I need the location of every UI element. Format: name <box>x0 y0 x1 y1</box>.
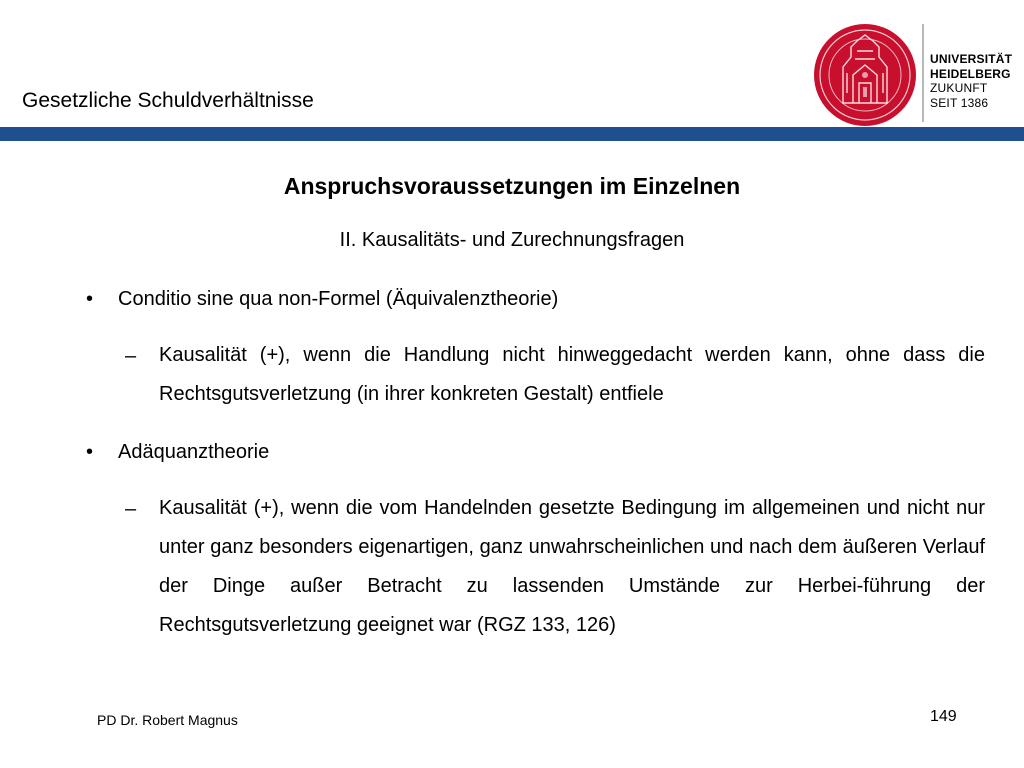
university-wordmark <box>930 52 1012 110</box>
dash-icon: – <box>125 498 137 520</box>
bullet-item-detail: Kausalität (+), wenn die Handlung nicht hinweggedacht werden kann, ohne dass die Rechtsgutsverletzung (in ihrer konkreten Gestalt) entfiele <box>159 344 985 405</box>
header-title: Gesetzliche Schuldverhältnisse <box>22 89 314 112</box>
university-seal-icon <box>813 23 917 127</box>
wordmark-line-4: SEIT 1386 <box>930 95 989 110</box>
bullet-item-detail: Kausalität (+), wenn die vom Handelnden gesetzte Bedingung im allgemeinen und nicht nur unter ganz besonders eigenartigen, ganz unwahrscheinlichen und nach dem äußeren Verlauf der Dinge außer Betracht zu lassenden Umstände zur Herbei-führung der Rechtsgutsverletzung geeignet war (RGZ 133, 126) <box>159 497 985 636</box>
slide-subtitle: II. Kausalitäts- und Zurechnungsfragen <box>339 229 685 251</box>
dash-icon: – <box>125 345 137 367</box>
logo-divider <box>922 24 924 122</box>
bullet-item-label: Conditio sine qua non-Formel (Äquivalenztheorie) <box>118 288 559 310</box>
header-rule <box>0 127 1024 141</box>
wordmark-line-1: UNIVERSITÄT <box>930 52 1013 66</box>
bullet-icon: • <box>86 288 94 310</box>
slide-title: Anspruchsvoraussetzungen im Einzelnen <box>283 173 741 199</box>
bullet-icon: • <box>86 441 94 463</box>
bullet-item-label: Adäquanztheorie <box>118 441 270 463</box>
wordmark-line-2: HEIDELBERG <box>930 66 1011 81</box>
wordmark-line-3: ZUKUNFT <box>930 81 988 95</box>
footer-author: PD Dr. Robert Magnus <box>97 712 238 728</box>
page-number: 149 <box>930 708 957 725</box>
